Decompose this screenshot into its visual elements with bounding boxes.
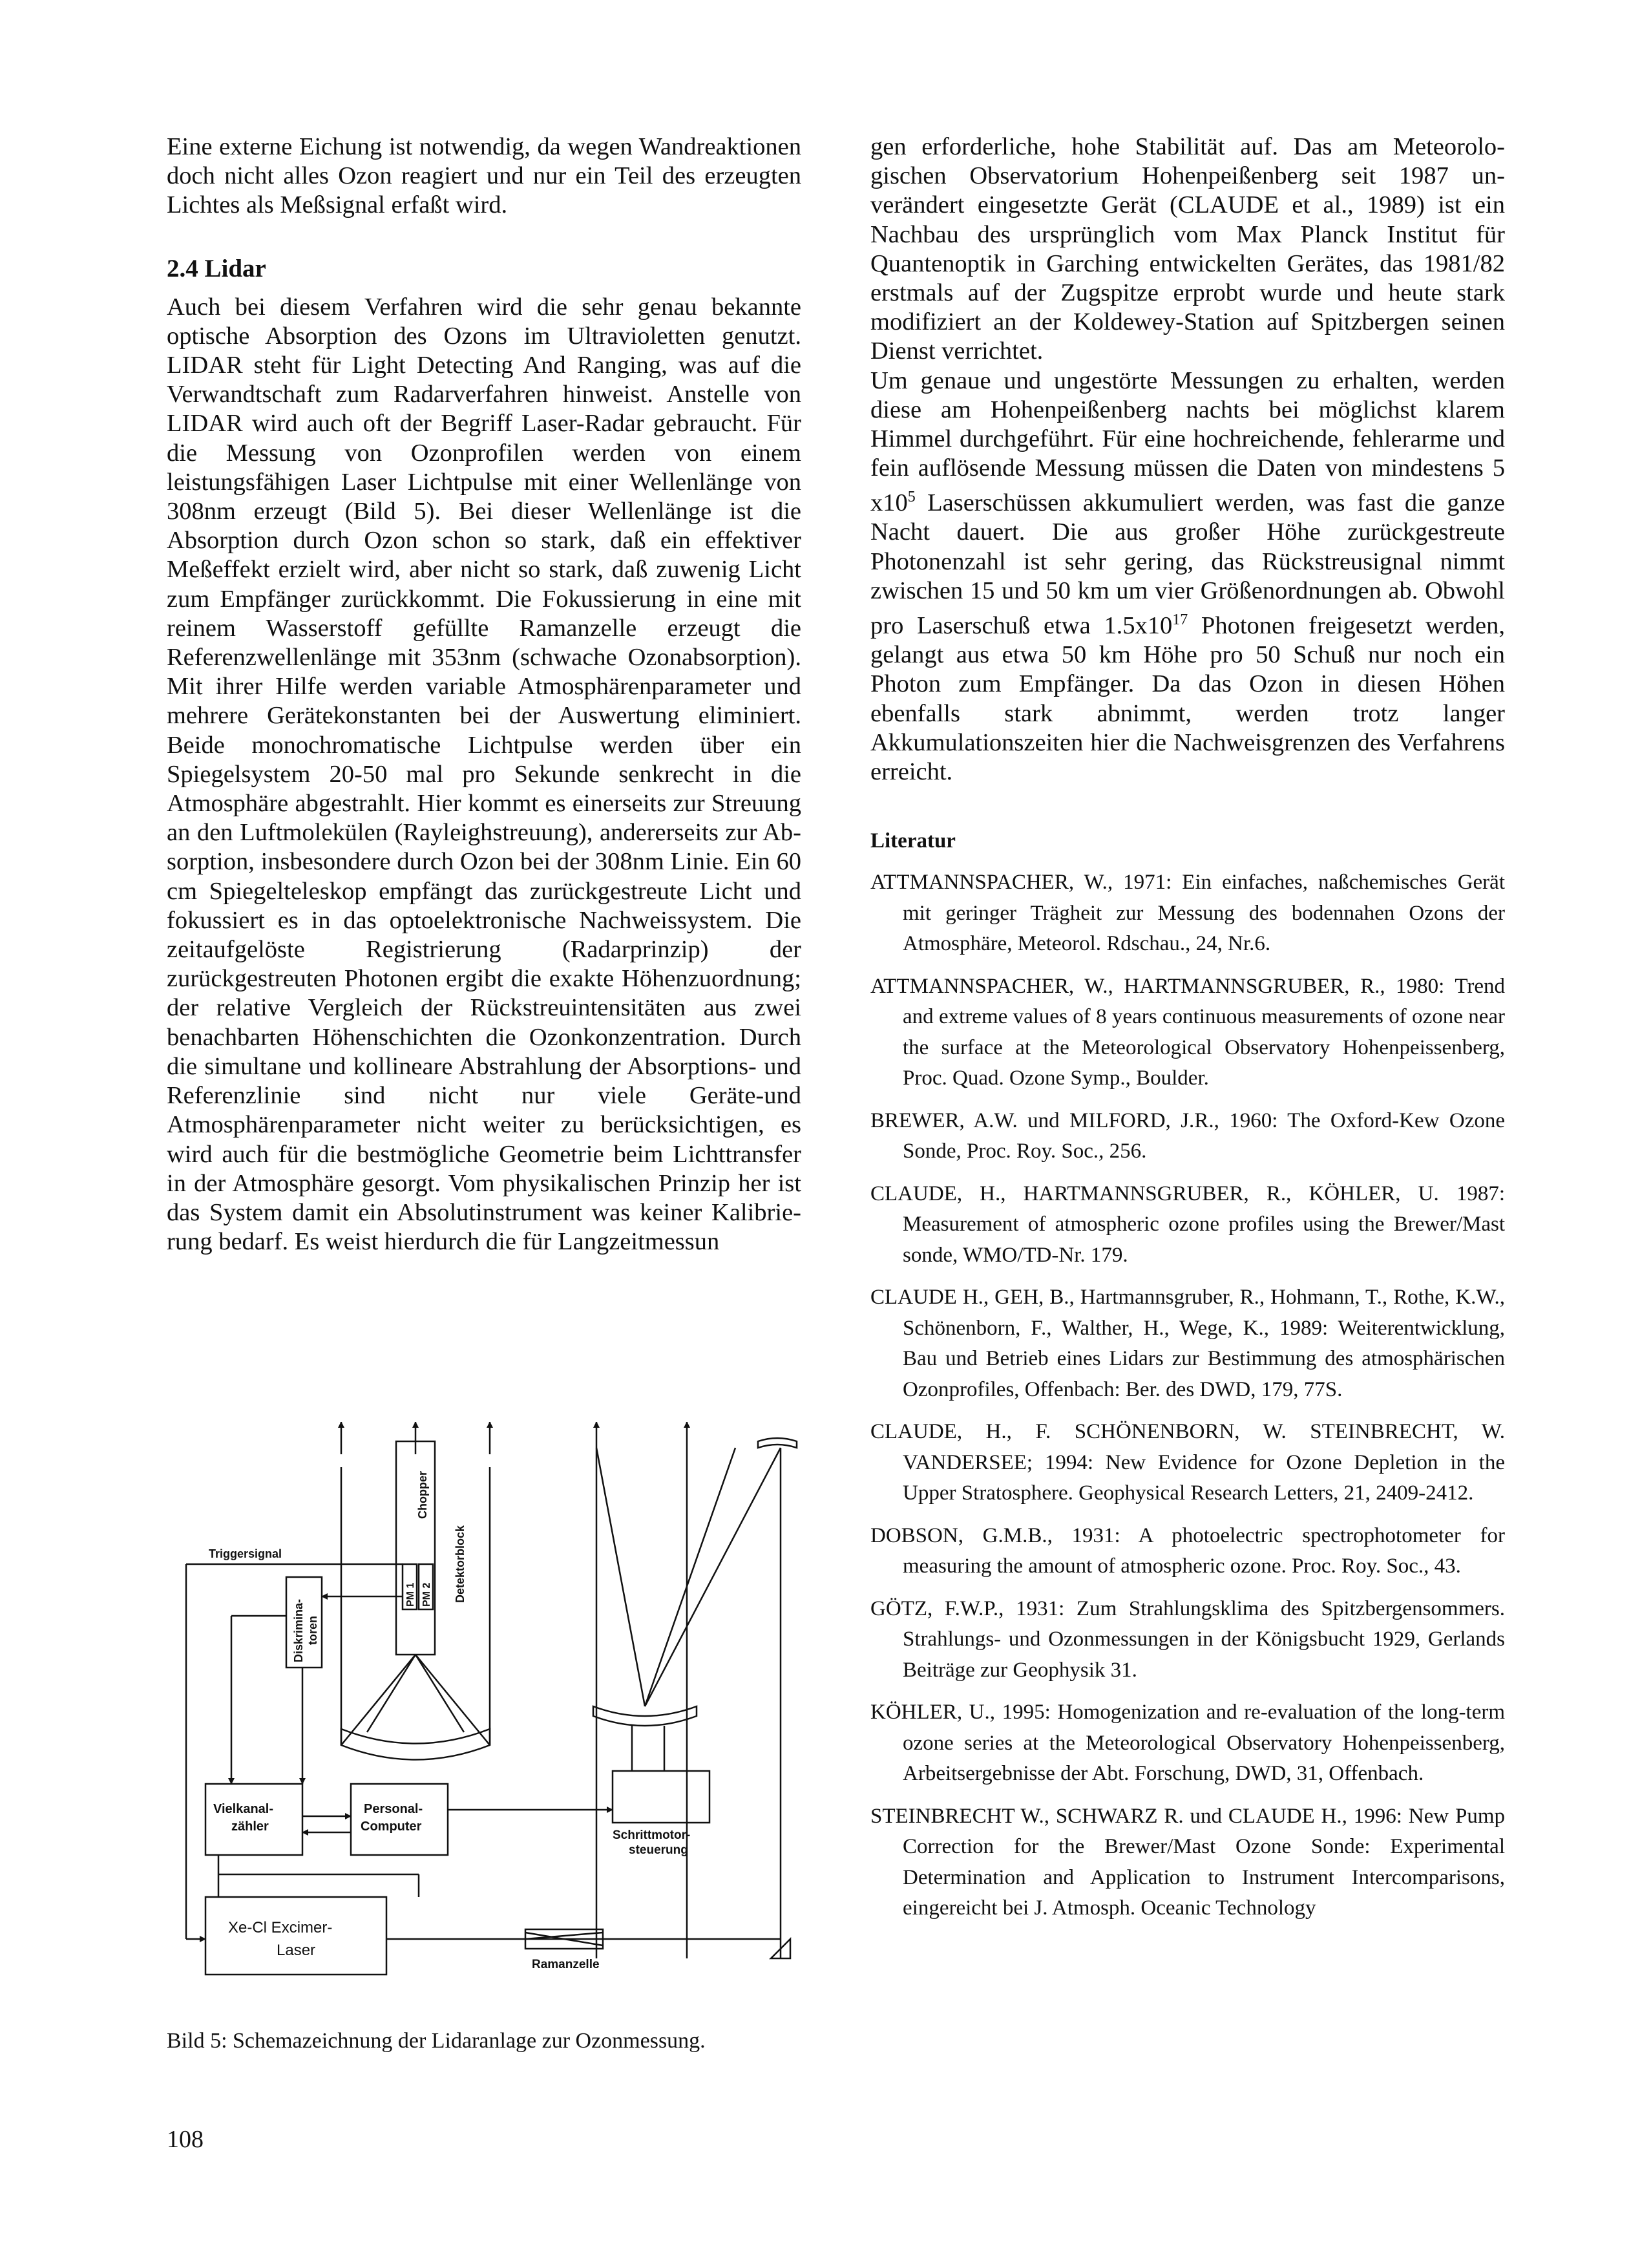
reference-item: ATTMANNSPACHER, W., HARTMANNSGRUBER, R., 1980: Trend and extreme values of 8 years continuous measurements of ozone near the surface at the Meteorological Observatory Hohenpeissenberg, Proc. Quad. Ozone Symp., Boulder. <box>870 974 1505 1090</box>
label-ramanzelle: Ramanzelle <box>532 1958 600 1971</box>
page-number: 108 <box>167 2126 204 2153</box>
label-vielkanal-1: Vielkanal- <box>213 1802 274 1816</box>
beam-line <box>645 1448 781 1706</box>
section-heading: 2.4 Lidar <box>167 254 266 282</box>
right-paragraph-1: gen erforderliche, hohe Stabilität auf. Das am Meteorologischen Observatorium Hohenpeißenberg seit 1987 unverändert eingesetzte Gerät (CLAUDE et al., 1989) ist ein Nachbau des ursprünglich vom Max Planck Institut für Quantenoptik in Garching entwickelten Gerätes, das 1981/82 erstmals auf der Zugspitze erprobt wurde und heute stark modifiziert an der Koldewey-Station auf Spitzbergen seinen Dienst verrichtet. <box>870 133 1505 365</box>
reference-item: ATTMANNSPACHER, W., 1971: Ein einfaches, naßchemisches Gerät mit geringer Trägheit zur Messung des bodennahen Ozons der Atmosphäre, Meteorol. Rdschau., 24, Nr.6. <box>870 871 1505 956</box>
left-column <box>167 132 801 1256</box>
schrittmotor-box <box>613 1771 710 1823</box>
lidar-body-paragraph: Auch bei diesem Verfahren wird die sehr genau bekannte optische Absorption des Ozons im Ultravioletten genutzt. LIDAR steht für Light Detecting And Ranging, was auf die Verwandtschaft zum Radarverfahren hinweist. Anstelle von LIDAR wird auch oft der Begriff Laser-Radar gebraucht. Für die Messung von Ozonprofilen werden von einem leistungsfähigen Laser Lichtpulse mit einer Wellenlänge von 308nm erzeugt (Bild 5). Bei dieser Wellenlänge ist die Absorption durch Ozon schon so stark, daß ein effektiver Meßeffekt erzielt wird, aber nicht so stark, daß zuwenig Licht zum Empfänger zurückkommt. Die Fokussierung in eine mit reinem Wasserstoff gefüllte Ramanzelle erzeugt die Referenzwellenlänge mit 353nm (schwache Ozonabsorption). Mit ihrer Hilfe werden variable Atmosphärenparameter und mehrere Gerätekonstanten bei der Auswertung eliminiert. Beide monochromatische Lichtpulse werden über ein Spiegelsystem 20-50 mal pro Sekunde senkrecht in die Atmosphäre abgestrahlt. Hier kommt es einerseits zur Streuung an den Luftmolekülen (Rayleighstreuung), andererseits zur Absorption, insbesondere durch Ozon bei der 308nm Linie. Ein 60 cm Spiegelteleskop empfängt das zurückgestreute Licht und fokussiert es in das optoelektronische Nachweissystem. Die zeitaufgelöste Registrierung (Radarprinzip) der zurückgestreuten Photonen ergibt die exakte Höhenzuordnung; der relative Vergleich der Rückstreuintensitäten aus zwei benachbarten Höhenschichten die Ozonkonzentration. Durch die simultane und kollineare Abstrahlung der Absorptions- und Referenzlinie sind nicht nur viele Geräte-und Atmosphärenparameter nicht weiter zu berücksichtigen, es wird auch für die bestmögliche Geometrie beim Lichttransfer in der Atmosphäre gesorgt. Vom physikalischen Prinzip her ist das System damit ein Absolutinstrument was keiner Kalibrierung bedarf. Es weist hierdurch die für Langzeitmessun <box>167 293 801 1256</box>
beam-line <box>415 1655 490 1745</box>
reference-item: KÖHLER, U., 1995: Homogenization and re-evaluation of the long-term ozone series at the Meteorological Observatory Hohenpeissenberg, Arbeitsergebnisse der Abt. Forschung, DWD, 31, Offenbach. <box>870 1701 1505 1786</box>
transmit-mirror <box>758 1438 797 1448</box>
label-detektorblock: Detektorblock <box>454 1525 467 1603</box>
beam-line <box>415 1655 464 1732</box>
paragraph-2-text-a: Um genaue und ungestörte Messungen zu erhalten, werden diese am Hohenpeißenberg nachts bei möglichst klarem Himmel durchgeführt. Für eine hochreichende, fehlerarme und fein auflösende Messung müssen die Daten von mindestens 5 x10 <box>870 366 1505 517</box>
lidar-schematic-figure <box>167 1422 801 2023</box>
reference-item: STEINBRECHT W., SCHWARZ R. und CLAUDE H., 1996: New Pump Correction for the Brewer/Mast Ozone Sonde: Experimental Determination and Application to Instrument Intercomparisons, eingereicht bei J. Atmosph. Oceanic Technology <box>870 1804 1505 1920</box>
label-personal-1: Personal- <box>364 1802 423 1816</box>
beam-line <box>645 1448 735 1706</box>
beam-line <box>367 1655 415 1732</box>
superscript-exponent-5: 5 <box>907 489 916 506</box>
reference-list <box>870 867 1505 1924</box>
right-paragraph-2 <box>870 366 1505 787</box>
label-personal-2: Computer <box>361 1819 422 1834</box>
reference-item: CLAUDE, H., HARTMANNSGRUBER, R., KÖHLER, U. 1987: Measurement of atmospheric ozone profiles using the Brewer/Mast sonde, WMO/TD-Nr. 179. <box>870 1182 1505 1267</box>
lidar-schematic-diagram <box>167 1422 801 2023</box>
label-vielkanal-2: zähler <box>231 1819 269 1834</box>
reference-item: CLAUDE, H., F. SCHÖNENBORN, W. STEINBRECHT, W. VANDERSEE; 1994: New Evidence for Ozone Depletion in the Upper Stratosphere. Geophysical Research Letters, 21, 2409-2412. <box>870 1420 1505 1505</box>
reference-item: BREWER, A.W. und MILFORD, J.R., 1960: The Oxford-Kew Ozone Sonde, Proc. Roy. Soc., 256. <box>870 1108 1505 1163</box>
label-diskriminatoren-2: toren <box>306 1616 319 1645</box>
right-column <box>870 132 1505 1936</box>
label-chopper: Chopper <box>416 1471 429 1519</box>
label-triggersignal: Triggersignal <box>209 1547 282 1560</box>
superscript-exponent-17: 17 <box>1172 611 1188 629</box>
intro-paragraph: Eine externe Eichung ist notwendig, da wegen Wandreaktionen doch nicht alles Ozon reagiert und nur ein Teil des erzeugten Lichtes als Meßsignal erfaßt wird. <box>167 133 801 219</box>
reference-item: GÖTZ, F.W.P., 1931: Zum Strahlungsklima des Spitzbergensommers. Strahlungs- und Ozonmessungen in der Königsbucht 1929, Gerlands Beiträge zur Geophysik 31. <box>870 1596 1505 1682</box>
paragraph-2-text-b: Laserschüssen akkumuliert werden, was fast die ganze Nacht dauert. Die aus großer Höhe zurückgestreute Photonenzahl ist sehr gering, das Rückstreusignal nimmt zwischen 15 und 50 km um vier Größenordnungen ab. Obwohl pro Laserschuß etwa 1.5x10 <box>870 489 1505 639</box>
beam-line <box>341 1655 415 1745</box>
figure-caption: Bild 5: Schemazeichnung der Lidaranlage zur Ozonmessung. <box>167 2029 706 2053</box>
label-schrittmotor-1: Schrittmotor- <box>613 1828 691 1842</box>
label-pm1: PM 1 <box>405 1582 416 1607</box>
reference-item: DOBSON, G.M.B., 1931: A photoelectric spectrophotometer for measuring the amount of atmospheric ozone. Proc. Roy. Soc., 43. <box>870 1523 1505 1578</box>
detector-block <box>396 1441 435 1655</box>
label-diskriminatoren-1: Diskrimina- <box>292 1598 305 1662</box>
literature-heading: Literatur <box>870 829 956 853</box>
reference-item: CLAUDE H., GEH, B., Hartmannsgruber, R., Hohmann, T., Rothe, K.W., Schönenborn, F., Walther, H., Wege, K., 1989: Weiterentwicklung, Bau und Betrieb eines Lidars zur Bestimmung des atmosphärischen Ozonprofiles, Offenbach: Ber. des DWD, 179, 77S. <box>870 1286 1505 1401</box>
beam-line <box>525 1933 603 1939</box>
paragraph-2-text-c: Photonen freigesetzt werden, gelangt aus etwa 50 km Höhe pro 50 Schuß nur noch ein Photon zum Empfänger. Da das Ozon in diesen Höhen ebenfalls stark abnimmt, werden trotz langer Akkumulationszeiten hier die Nachweisgrenzen des Verfahrens erreicht. <box>870 611 1505 785</box>
telescope-mirror <box>341 1729 490 1760</box>
label-laser-2: Laser <box>277 1942 316 1959</box>
label-pm2: PM 2 <box>421 1582 432 1607</box>
steering-mirror <box>593 1706 697 1726</box>
beam-line <box>596 1448 645 1706</box>
label-schrittmotor-2: steuerung <box>629 1843 688 1857</box>
label-laser-1: Xe-Cl Excimer- <box>228 1919 333 1936</box>
